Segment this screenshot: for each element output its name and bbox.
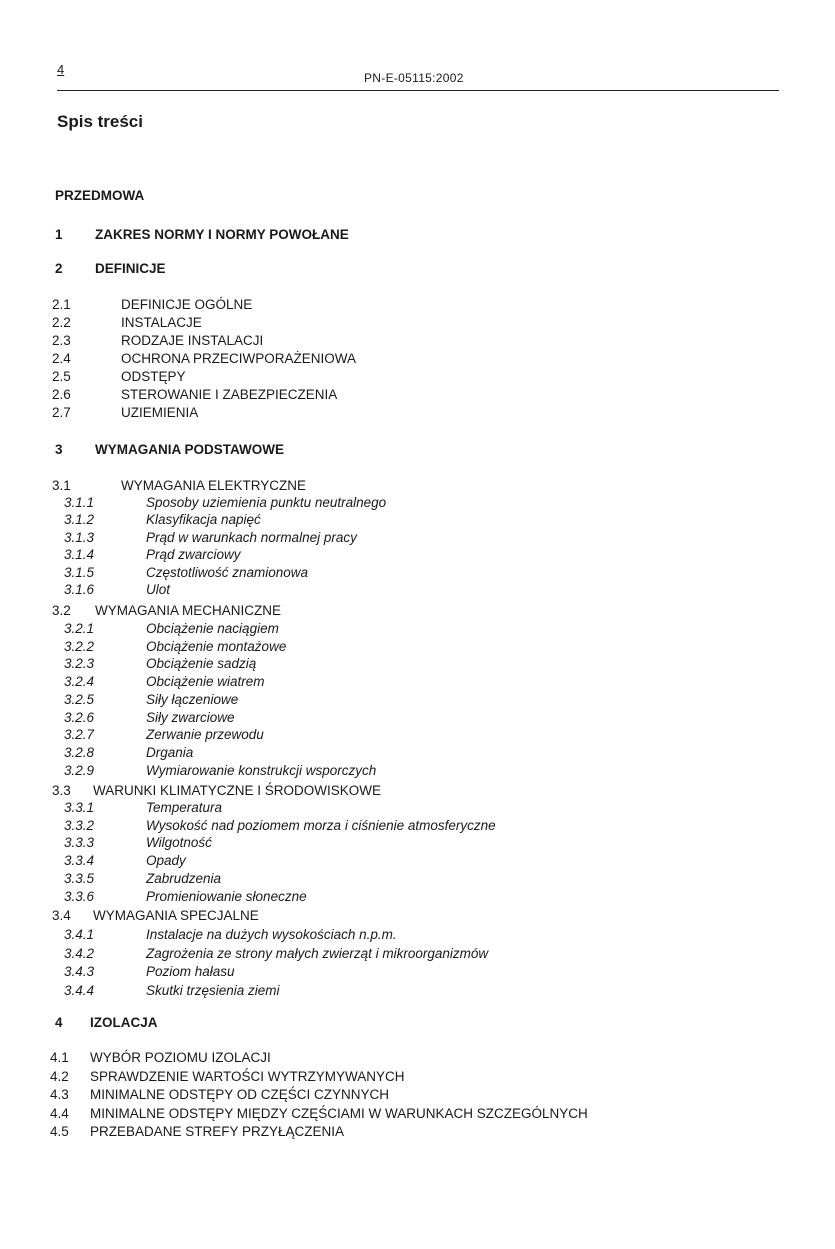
toc-label: INSTALACJE bbox=[121, 315, 202, 330]
toc-number: 3 bbox=[55, 442, 63, 457]
toc-label: MINIMALNE ODSTĘPY OD CZĘŚCI CZYNNYCH bbox=[90, 1087, 390, 1102]
toc-number: 3.2.2 bbox=[64, 638, 95, 654]
toc-number: 4.1 bbox=[50, 1050, 69, 1065]
toc-label: ZAKRES NORMY I NORMY POWOŁANE bbox=[95, 227, 349, 242]
toc-label: Skutki trzęsienia ziemi bbox=[146, 982, 280, 998]
toc-number: 3.3.4 bbox=[64, 853, 95, 869]
toc-number: 2.2 bbox=[52, 315, 71, 330]
toc-number: 3.1.4 bbox=[64, 547, 95, 563]
toc-label: Wymiarowanie konstrukcji wsporczych bbox=[146, 762, 377, 778]
toc-label: ODSTĘPY bbox=[121, 369, 186, 384]
toc-number: 2.7 bbox=[52, 405, 71, 420]
toc-label: OCHRONA PRZECIWPORAŻENIOWA bbox=[121, 351, 357, 366]
toc-number: 3.2.7 bbox=[64, 727, 95, 743]
toc-number: 3.1.1 bbox=[64, 495, 95, 510]
toc-number: 3.3 bbox=[52, 783, 71, 798]
toc-label: RODZAJE INSTALACJI bbox=[121, 333, 264, 348]
toc-number: 3.3.5 bbox=[64, 870, 95, 886]
toc-label: Klasyfikacja napięć bbox=[146, 512, 261, 528]
toc-number: 3.4.3 bbox=[64, 964, 95, 979]
toc-label: MINIMALNE ODSTĘPY MIĘDZY CZĘŚCIAMI W WARUNKACH SZCZEGÓLNYCH bbox=[90, 1105, 588, 1121]
toc-label: Zagrożenia ze strony małych zwierząt i mikroorganizmów bbox=[146, 945, 489, 961]
toc-number: 3.4.1 bbox=[64, 927, 95, 942]
toc-number: 4.2 bbox=[50, 1068, 69, 1084]
toc-label: Prąd zwarciowy bbox=[146, 547, 241, 563]
toc-label: SPRAWDZENIE WARTOŚCI WYTRZYMYWANYCH bbox=[90, 1068, 405, 1084]
toc-number: 2 bbox=[55, 261, 63, 276]
toc-label: Zabrudzenia bbox=[146, 870, 222, 886]
toc-label: WYMAGANIA PODSTAWOWE bbox=[95, 442, 284, 457]
header-rule bbox=[57, 90, 779, 91]
toc-number: 2.6 bbox=[52, 387, 71, 402]
toc-label: Wysokość nad poziomem morza i ciśnienie atmosferyczne bbox=[146, 817, 496, 833]
toc-label: WYMAGANIA SPECJALNE bbox=[93, 908, 259, 923]
page-number: 4 bbox=[57, 62, 65, 77]
toc-number: 3.3.6 bbox=[64, 888, 95, 904]
toc-number: 3.4.4 bbox=[64, 982, 95, 998]
toc-label: Poziom hałasu bbox=[146, 964, 235, 979]
toc-label: UZIEMIENIA bbox=[121, 405, 199, 420]
toc-number: 3.1 bbox=[52, 478, 71, 493]
toc-label: WYMAGANIA MECHANICZNE bbox=[95, 603, 282, 618]
toc-label: Promieniowanie słoneczne bbox=[146, 888, 307, 904]
toc-label: Instalacje na dużych wysokościach n.p.m. bbox=[146, 927, 397, 942]
toc-number: 3.2.1 bbox=[64, 621, 95, 636]
toc-number: 4 bbox=[55, 1015, 63, 1030]
toc-number: 3.2.8 bbox=[64, 744, 95, 760]
toc-label: Temperatura bbox=[146, 800, 223, 815]
toc-number: 4.5 bbox=[50, 1124, 69, 1139]
toc-label: Drgania bbox=[146, 744, 194, 760]
toc-label: Obciążenie montażowe bbox=[146, 638, 287, 654]
toc-label: Siły zwarciowe bbox=[146, 709, 235, 725]
toc-number: 4.3 bbox=[50, 1087, 69, 1102]
toc-number: 3.3.2 bbox=[64, 817, 95, 833]
toc-label: Obciążenie naciągiem bbox=[146, 621, 279, 636]
toc-label: Obciążenie sadzią bbox=[146, 656, 257, 672]
toc-number: 3.2.5 bbox=[64, 691, 95, 707]
toc-number: 3.4 bbox=[52, 908, 71, 923]
toc-number: 2.1 bbox=[52, 297, 71, 312]
toc-label: Obciążenie wiatrem bbox=[146, 674, 265, 690]
toc-number: 3.1.2 bbox=[64, 512, 95, 528]
toc-number: 3.3.1 bbox=[64, 800, 95, 815]
toc-number: 3.2.3 bbox=[64, 656, 95, 672]
toc-label: DEFINICJE bbox=[95, 261, 166, 276]
toc-number: 4.4 bbox=[50, 1105, 69, 1121]
toc-label: PRZEBADANE STREFY PRZYŁĄCZENIA bbox=[90, 1124, 345, 1139]
toc-label: STEROWANIE I ZABEZPIECZENIA bbox=[121, 387, 338, 402]
toc-number: 2.3 bbox=[52, 333, 71, 348]
toc-number: 3.2.9 bbox=[64, 762, 95, 778]
standard-id: PN-E-05115:2002 bbox=[364, 71, 464, 85]
toc-number: 3.2 bbox=[52, 603, 71, 618]
toc-number: 1 bbox=[55, 227, 63, 242]
toc-label: Ulot bbox=[146, 582, 171, 597]
toc-label: Zerwanie przewodu bbox=[146, 727, 264, 743]
toc-label: Prąd w warunkach normalnej pracy bbox=[146, 529, 357, 545]
toc-label: WYMAGANIA ELEKTRYCZNE bbox=[121, 478, 307, 493]
toc-label: Wilgotność bbox=[146, 835, 212, 851]
toc-label: Sposoby uziemienia punktu neutralnego bbox=[146, 495, 387, 510]
toc-number: 3.2.4 bbox=[64, 674, 95, 690]
toc-number: 3.1.6 bbox=[64, 582, 95, 597]
toc-number: 2.4 bbox=[52, 351, 71, 366]
toc-number: 3.1.5 bbox=[64, 564, 95, 580]
toc-label: Siły łączeniowe bbox=[146, 691, 239, 707]
toc-label: Opady bbox=[146, 853, 186, 869]
page-title: Spis treści bbox=[57, 112, 143, 131]
toc-number: 3.3.3 bbox=[64, 835, 95, 851]
toc-label: WYBÓR POZIOMU IZOLACJI bbox=[90, 1050, 271, 1065]
toc-number: 3.2.6 bbox=[64, 709, 95, 725]
toc-label: IZOLACJA bbox=[90, 1015, 158, 1030]
toc-number: 2.5 bbox=[52, 369, 71, 384]
toc-label: WARUNKI KLIMATYCZNE I ŚRODOWISKOWE bbox=[93, 783, 382, 798]
toc-label: PRZEDMOWA bbox=[55, 188, 145, 203]
toc-number: 3.1.3 bbox=[64, 529, 95, 545]
toc-label: DEFINICJE OGÓLNE bbox=[121, 297, 253, 312]
toc-number: 3.4.2 bbox=[64, 945, 95, 961]
toc-label: Częstotliwość znamionowa bbox=[146, 564, 309, 580]
